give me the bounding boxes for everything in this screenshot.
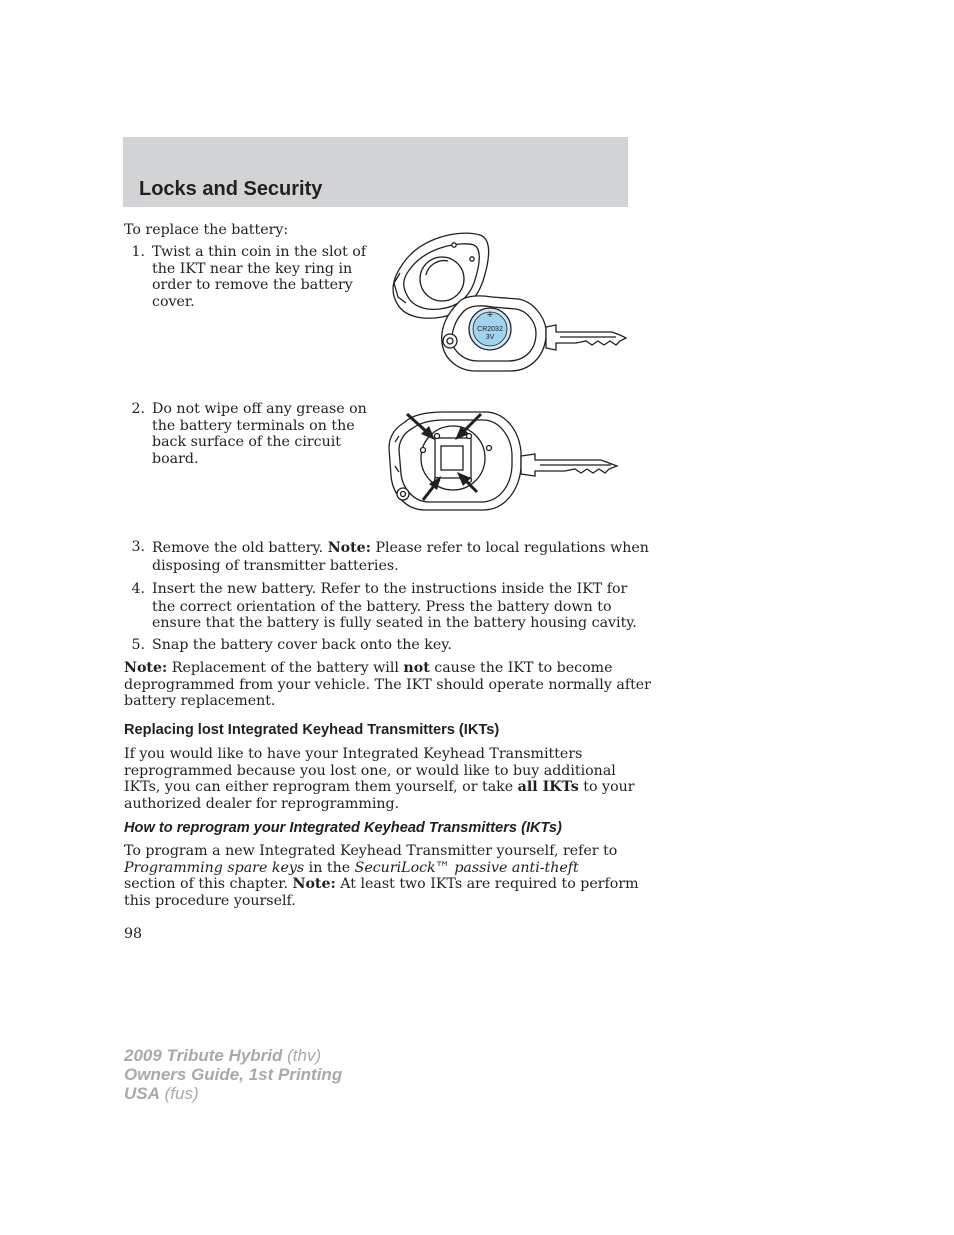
document-footer [124,1046,342,1103]
step-line: cover. [152,293,195,310]
step-line: disposing of transmitter batteries. [152,558,399,574]
paragraph-line: this procedure yourself. [124,892,296,909]
note-label: Note: [292,876,336,892]
step-text: Please refer to local regulations when [370,540,649,556]
paragraph-text: in the [304,859,355,876]
section-title: Locks and Security [139,178,323,200]
section-heading-replacing: Replacing lost Integrated Keyhead Transmitters (IKTs) [124,722,500,738]
paragraph-line: To program a new Integrated Keyhead Transmitter yourself, refer to [124,843,618,859]
step-number: 1. [131,244,145,260]
step-line: the IKT near the key ring in [152,260,353,277]
section-header-band [123,137,628,207]
step-number: 2. [131,401,145,417]
note-label: Note: [124,660,168,676]
step-line: order to remove the battery [152,277,353,293]
footer-market: USA [124,1084,160,1103]
paragraph-text: IKTs, you can either reprogram them yourself, or take [124,779,518,795]
section-replacing-paragraph [124,746,635,812]
battery-model-label: CR2032 [477,326,503,333]
step-line: Do not wipe off any grease on [152,401,367,417]
footer-edition: Owners Guide, 1st Printing [124,1065,343,1084]
note-line: battery replacement. [124,693,276,709]
note-text: Replacement of the battery will [167,660,404,676]
footer-market-code: (fus) [159,1084,199,1103]
paragraph-text: to your [578,779,635,795]
battery-note-paragraph [124,660,651,710]
footer-model-code: (thv) [282,1046,322,1065]
step-number: 4. [131,581,145,597]
step-line: ensure that the battery is fully seated in the battery housing cavity. [152,615,637,631]
key-battery-cover-illustration [380,225,630,380]
section-reprogram-paragraph [124,843,639,909]
battery-plus-label: + [486,309,494,321]
emphasis-all-ikts: all IKTs [517,779,579,795]
section-heading-reprogram: How to reprogram your Integrated Keyhead Transmitters (IKTs) [124,820,562,836]
step-line: board. [152,450,199,467]
note-label: Note: [327,540,371,556]
battery-voltage-label: 3V [485,334,495,341]
note-line: deprogrammed from your vehicle. The IKT should operate normally after [124,676,651,693]
step-line: back surface of the circuit [152,434,341,450]
reference-programming-spare-keys: Programming spare keys [124,859,305,876]
reference-securilock: SecuriLock™ passive anti-theft [354,859,579,876]
step-line: Insert the new battery. Refer to the instructions inside the IKT for [152,581,628,597]
step-text: Snap the battery cover back onto the key. [152,637,452,653]
step-line: Twist a thin coin in the slot of [152,244,367,260]
footer-model: 2009 Tribute Hybrid [124,1046,283,1065]
intro-text: To replace the battery: [124,222,289,238]
step-line: the battery terminals on the [152,417,355,434]
paragraph-line: reprogrammed because you lost one, or would like to buy additional [124,762,616,779]
page-number: 98 [124,926,143,942]
paragraph-line: authorized dealer for reprogramming. [124,795,400,812]
step-number: 3. [131,539,145,555]
paragraph-line: If you would like to have your Integrated Keyhead Transmitters [124,746,583,762]
circuit-board-terminals-illustration [385,408,630,516]
note-text: cause the IKT to become [429,660,613,676]
step-line: the correct orientation of the battery. Press the battery down to [152,598,612,615]
emphasis-not: not [403,660,430,676]
step-number: 5. [131,637,145,653]
paragraph-text: section of this chapter. [124,876,293,892]
step-text: Remove the old battery. [152,540,328,556]
paragraph-text: At least two IKTs are required to perform [335,876,639,892]
